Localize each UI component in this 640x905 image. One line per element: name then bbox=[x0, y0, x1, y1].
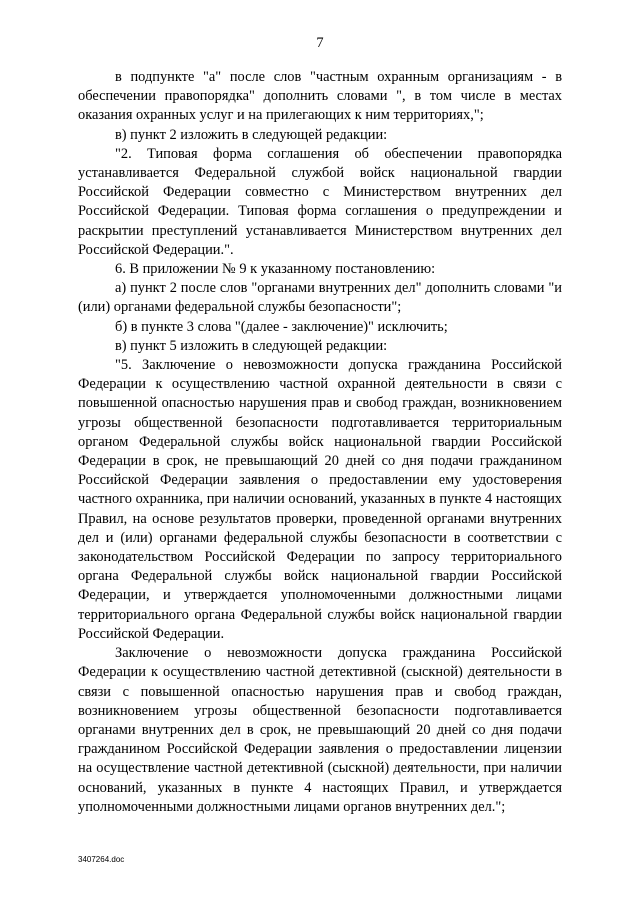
paragraph-point-5-second: Заключение о невозможности допуска гражданина Российской Федерации к осуществлению частной детективной (сыскной) деятельности в связи с повышенной опасностью нарушения прав и свобод граждан, возникновением угрозы общественной безопасности подготавливается органами внутренних дел в срок, не превышающий 20 дней со дня подачи гражданином Российской Федерации заявления о предоставлении лицензии на осуществление частной детективной (сыскной) деятельности, при наличии оснований, указанных в пункте 4 настоящих Правил, и утверждается уполномоченными должностными лицами органов внутренних дел."; bbox=[78, 645, 562, 815]
paragraph-appendix-9-heading: 6. В приложении № 9 к указанному постановлению: bbox=[115, 261, 436, 278]
paragraph-point-2-intro: в) пункт 2 изложить в следующей редакции: bbox=[115, 126, 388, 143]
paragraph-point-5-first: "5. Заключение о невозможности допуска гражданина Российской Федерации к осуществлению частной охранной деятельности в связи с повышенной опасностью нарушения прав и свобод граждан, возникновением угрозы общественной безопасности подготавливается территориальным органом Федеральной службы войск национальной гвардии Российской Федерации в срок, не превышающий 20 дней со дня подачи гражданином Российской Федерации заявления о предоставлении ему удостоверения частного охранника, при наличии оснований, указанных в пункте 4 настоящих Правил, на основе результатов проверки, проведенной органами внутренних дел и (или) органами федеральной службы безопасности в соответствии с законодательством Российской Федерации по запросу территориального органа Федеральной службы войск национальной гвардии Российской Федерации, и утверждается уполномоченными должностными лицами территориального органа Федеральной службы войск национальной гвардии Российской Федерации. bbox=[78, 357, 562, 642]
paragraph-appendix-9-c: в) пункт 5 изложить в следующей редакции: bbox=[115, 337, 388, 354]
paragraph-appendix-9-b: б) в пункте 3 слова "(далее - заключение)" исключить; bbox=[115, 318, 448, 335]
paragraph-point-2-text: "2. Типовая форма соглашения об обеспечении правопорядка устанавливается Федеральной службой войск национальной гвардии Российской Федерации совместно с Министерством внутренних дел Российской Федерации. Типовая форма соглашения о предупреждении и раскрытии преступлений устанавливается Министерством внутренних дел Российской Федерации.". bbox=[78, 145, 562, 258]
paragraph-subpoint-a-amendment: в подпункте "а" после слов "частным охранным организациям - в обеспечении правопорядка" дополнить словами ", в том числе в местах оказания охранных услуг и на прилегающих к ним территориях,"; bbox=[78, 69, 562, 124]
document-body bbox=[78, 68, 562, 817]
paragraph-appendix-9-a: а) пункт 2 после слов "органами внутренних дел" дополнить словами "и (или) органами федеральной службы безопасности"; bbox=[78, 280, 562, 316]
page-number: 7 bbox=[316, 35, 324, 51]
document-footer: 3407264.doc bbox=[78, 855, 125, 864]
